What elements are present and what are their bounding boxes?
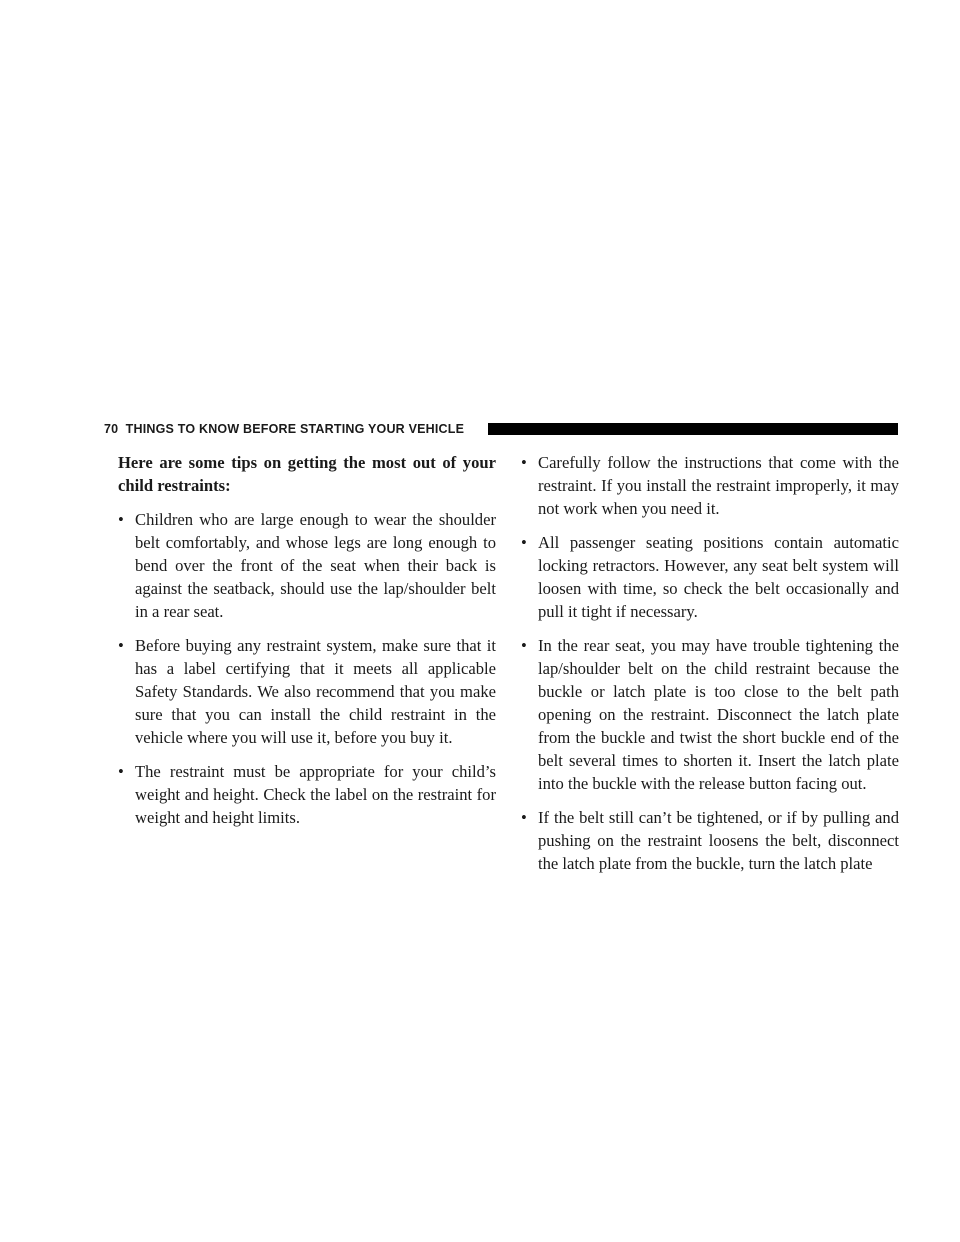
list-item-text: Carefully follow the instructions that come with the restraint. If you install the restraint improperly, it may not work when you need it. (538, 453, 899, 518)
left-column (118, 451, 496, 840)
list-item-text: Before buying any restraint system, make sure that it has a label certifying that it meets all applicable Safety Standards. We also recommend that you make sure that you can install the child restraint in the vehicle where you will use it, before you buy it. (135, 636, 496, 747)
tips-intro-heading: Here are some tips on getting the most out of your child restraints: (118, 453, 496, 495)
bullet-icon: • (118, 510, 124, 529)
list-item (521, 451, 899, 520)
right-bullet-list (521, 451, 899, 875)
header-text (104, 421, 464, 437)
list-item (521, 531, 899, 623)
bullet-icon: • (521, 636, 527, 655)
bullet-icon: • (521, 533, 527, 552)
list-item (118, 634, 496, 749)
bullet-icon: • (521, 808, 527, 827)
list-item-text: In the rear seat, you may have trouble tightening the lap/shoulder belt on the child restraint because the buckle or latch plate is too close to the belt path opening on the restraint. Disconnect the latch plate from the buckle and twist the short buckle end of the belt several times to shorten it. Insert the latch plate into the buckle with the release button facing out. (538, 636, 899, 793)
list-item-text: The restraint must be appropriate for your child’s weight and height. Check the label on the restraint for weight and height limits. (135, 762, 496, 827)
header-rule-bar (488, 423, 898, 435)
bullet-icon: • (118, 636, 124, 655)
list-item (521, 806, 899, 875)
bullet-icon: • (521, 453, 527, 472)
list-item-text: If the belt still can’t be tightened, or if by pulling and pushing on the restraint loosens the belt, disconnect the latch plate from the buckle, turn the latch plate (538, 808, 899, 873)
page-number: 70 (104, 422, 119, 436)
list-item (521, 634, 899, 795)
section-title: THINGS TO KNOW BEFORE STARTING YOUR VEHICLE (125, 422, 465, 436)
bullet-icon: • (118, 762, 124, 781)
list-item-text: All passenger seating positions contain automatic locking retractors. However, any seat belt system will loosen with time, so check the belt occasionally and pull it tight if necessary. (538, 533, 899, 621)
list-item (118, 508, 496, 623)
left-bullet-list (118, 508, 496, 829)
list-item (118, 760, 496, 829)
right-column (521, 451, 899, 886)
list-item-text: Children who are large enough to wear the shoulder belt comfortably, and whose legs are long enough to bend over the front of the seat when their back is against the seatback, should use the lap/shoulder belt in a rear seat. (135, 510, 496, 621)
page-header (104, 421, 898, 437)
